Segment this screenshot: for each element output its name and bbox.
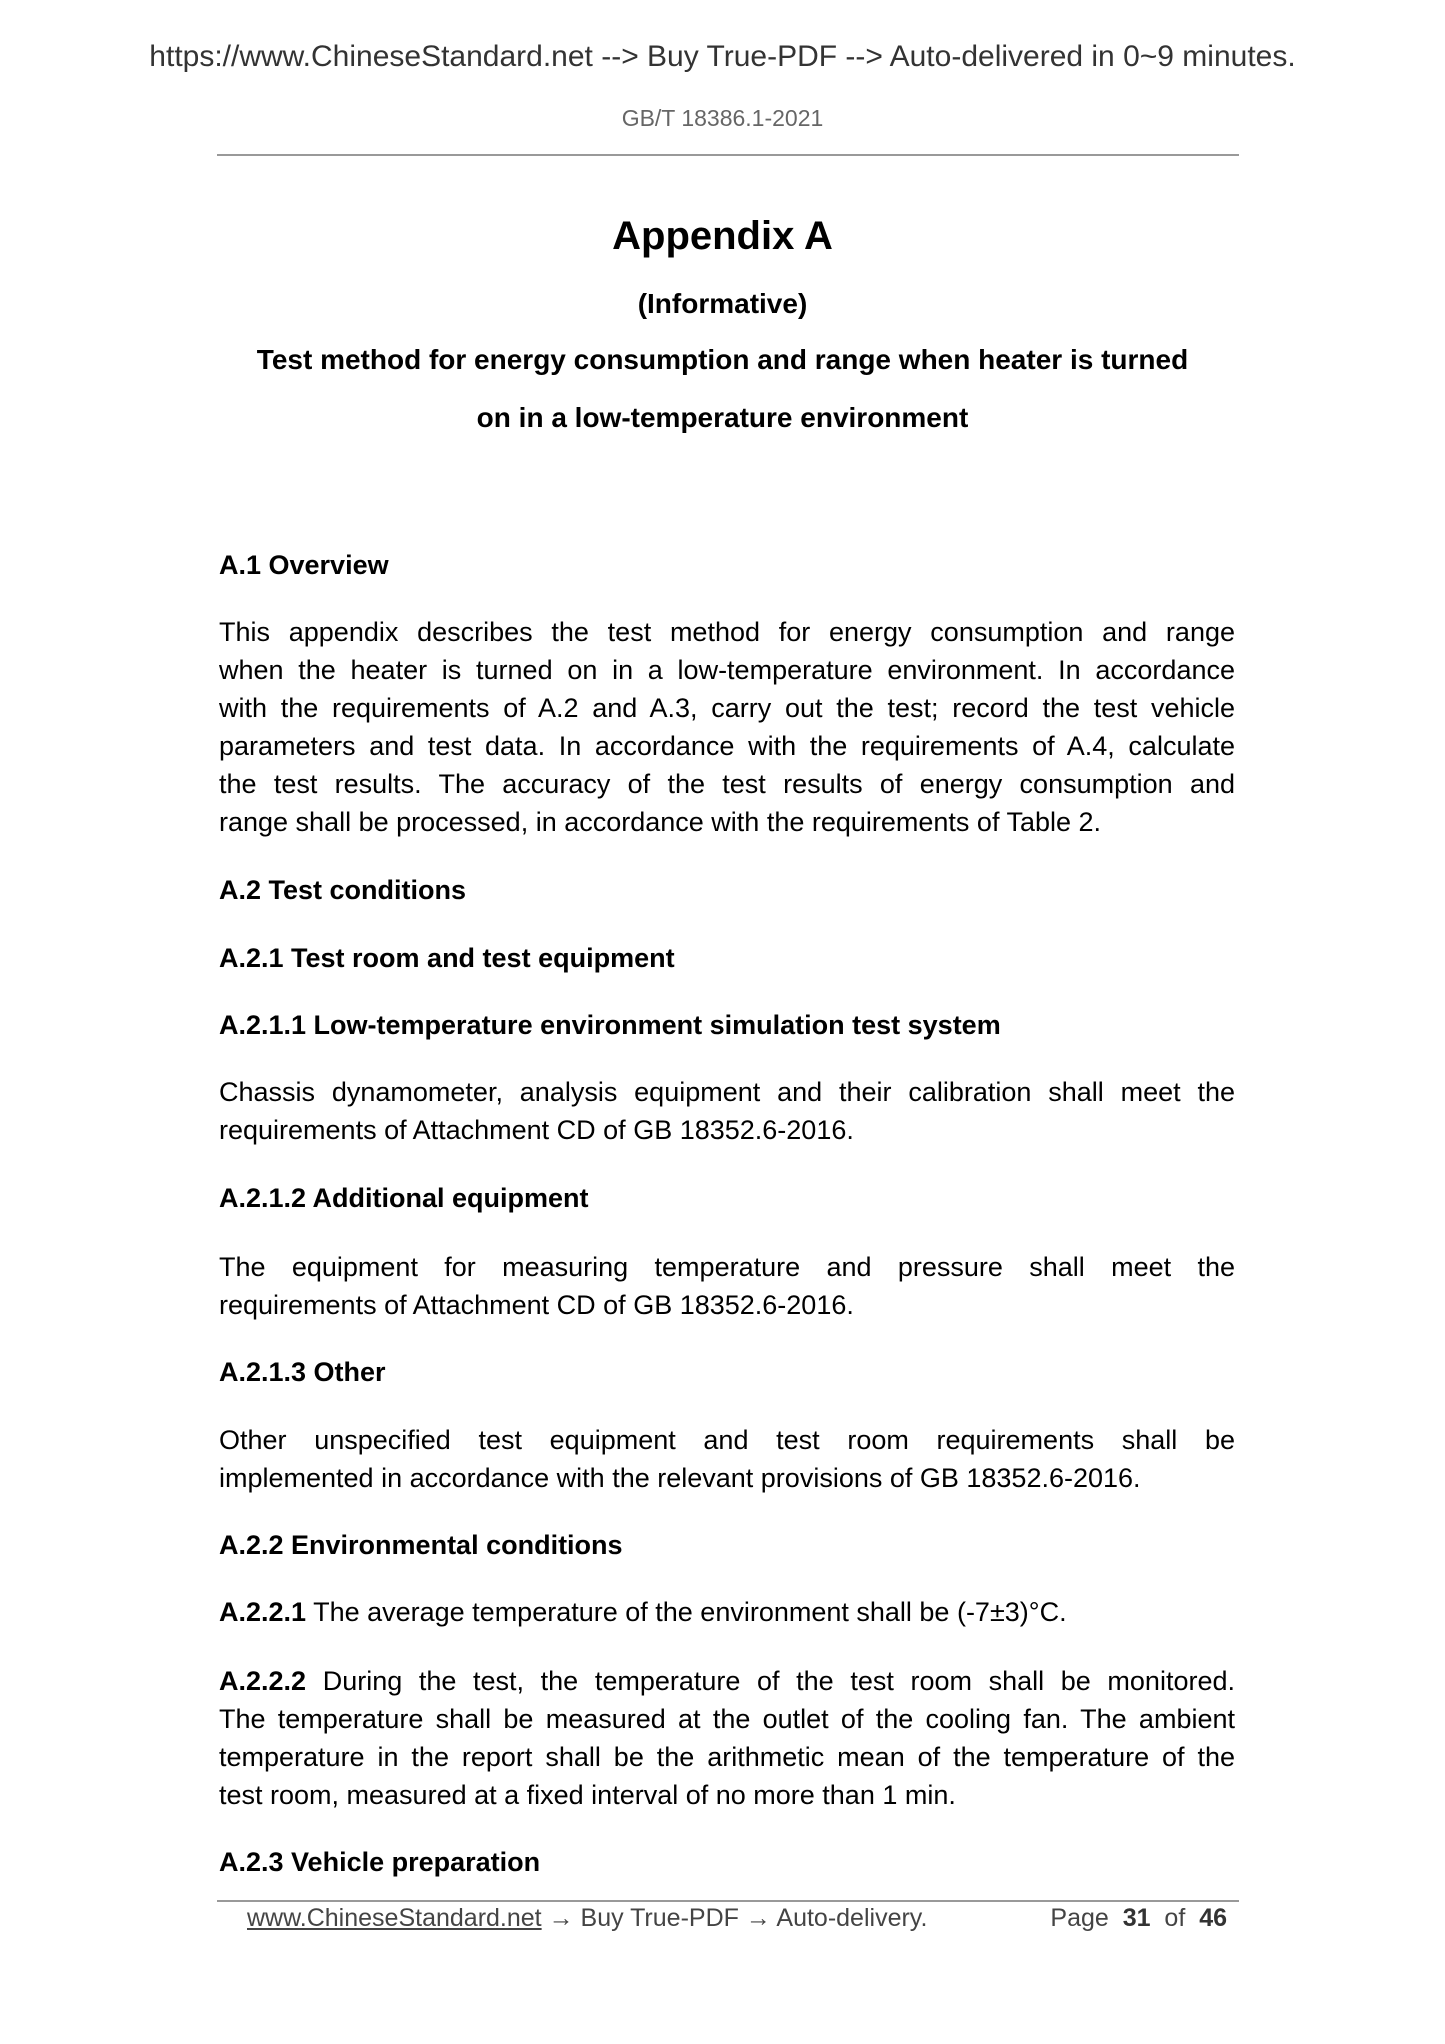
paragraph-a213: [219, 1421, 1235, 1497]
paragraph-a222: [219, 1662, 1235, 1814]
footer-divider: [217, 1900, 1239, 1902]
heading-a212: A.2.1.2 Additional equipment: [219, 1183, 589, 1213]
page-number: 31: [1122, 1904, 1151, 1932]
text-line: requirements of Attachment CD of GB 18352.6-2016.: [219, 1115, 854, 1145]
text-line: temperature in the report shall be the arithmetic mean of the temperature of the: [219, 1742, 1235, 1772]
text-line: The equipment for measuring temperature and pressure shall meet the: [219, 1252, 1235, 1282]
text-line: parameters and test data. In accordance with the requirements of A.4, calculate: [219, 731, 1235, 761]
header-banner: https://www.ChineseStandard.net --> Buy True-PDF --> Auto-delivered in 0~9 minutes.: [149, 40, 1296, 73]
appendix-title: Appendix A: [612, 214, 833, 258]
text-line: The temperature shall be measured at the outlet of the cooling fan. The ambient: [219, 1704, 1235, 1734]
heading-a21: A.2.1 Test room and test equipment: [219, 943, 675, 973]
text-line: range shall be processed, in accordance with the requirements of Table 2.: [219, 807, 1102, 837]
header-divider: [217, 154, 1239, 156]
footer: [247, 1904, 1237, 1933]
heading-a213: A.2.1.3 Other: [219, 1357, 386, 1387]
text-line: with the requirements of A.2 and A.3, carry out the test; record the test vehicle: [219, 693, 1235, 723]
footer-link[interactable]: www.ChineseStandard.net: [247, 1904, 542, 1932]
page-indicator: [1050, 1904, 1227, 1933]
heading-a211: A.2.1.1 Low-temperature environment simulation test system: [219, 1010, 1001, 1040]
paragraph-a211: [219, 1073, 1235, 1149]
clause-text: The average temperature of the environment shall be (-7±3)°C.: [306, 1597, 1067, 1627]
text-line: requirements of Attachment CD of GB 18352.6-2016.: [219, 1290, 854, 1320]
total-pages: 46: [1199, 1904, 1227, 1932]
heading-a1: A.1 Overview: [219, 550, 389, 580]
text-line: implemented in accordance with the relevant provisions of GB 18352.6-2016.: [219, 1463, 1141, 1493]
text-line: Chassis dynamometer, analysis equipment and their calibration shall meet the: [219, 1077, 1235, 1107]
paragraph-a221: [219, 1593, 1235, 1631]
paragraph-a212: [219, 1248, 1235, 1324]
heading-a22: A.2.2 Environmental conditions: [219, 1530, 623, 1560]
text-line: test room, measured at a fixed interval of no more than 1 min.: [219, 1780, 956, 1810]
text-line: when the heater is turned on in a low-temperature environment. In accordance: [219, 655, 1235, 685]
of-label: of: [1164, 1904, 1186, 1932]
text-line: the test results. The accuracy of the test results of energy consumption and: [219, 769, 1235, 799]
text-line: This appendix describes the test method for energy consumption and range: [219, 617, 1235, 647]
text-line: [219, 1662, 1235, 1700]
appendix-subtitle-line2: on in a low-temperature environment: [476, 402, 969, 433]
clause-label: A.2.2.1: [219, 1597, 307, 1627]
heading-a2: A.2 Test conditions: [219, 875, 467, 905]
clause-label: A.2.2.2: [219, 1666, 307, 1696]
page-label: Page: [1050, 1904, 1109, 1932]
text-line: Other unspecified test equipment and test room requirements shall be: [219, 1425, 1235, 1455]
appendix-type: (Informative): [637, 288, 808, 319]
standard-number: GB/T 18386.1-2021: [621, 105, 824, 131]
heading-a23: A.2.3 Vehicle preparation: [219, 1847, 541, 1877]
text-line: [219, 1593, 1235, 1631]
appendix-subtitle-line1: Test method for energy consumption and range when heater is turned: [256, 344, 1189, 375]
footer-text: → Buy True-PDF → Auto-delivery.: [541, 1904, 928, 1932]
paragraph-a1: [219, 613, 1235, 841]
clause-text: During the test, the temperature of the test room shall be monitored.: [306, 1666, 1235, 1696]
